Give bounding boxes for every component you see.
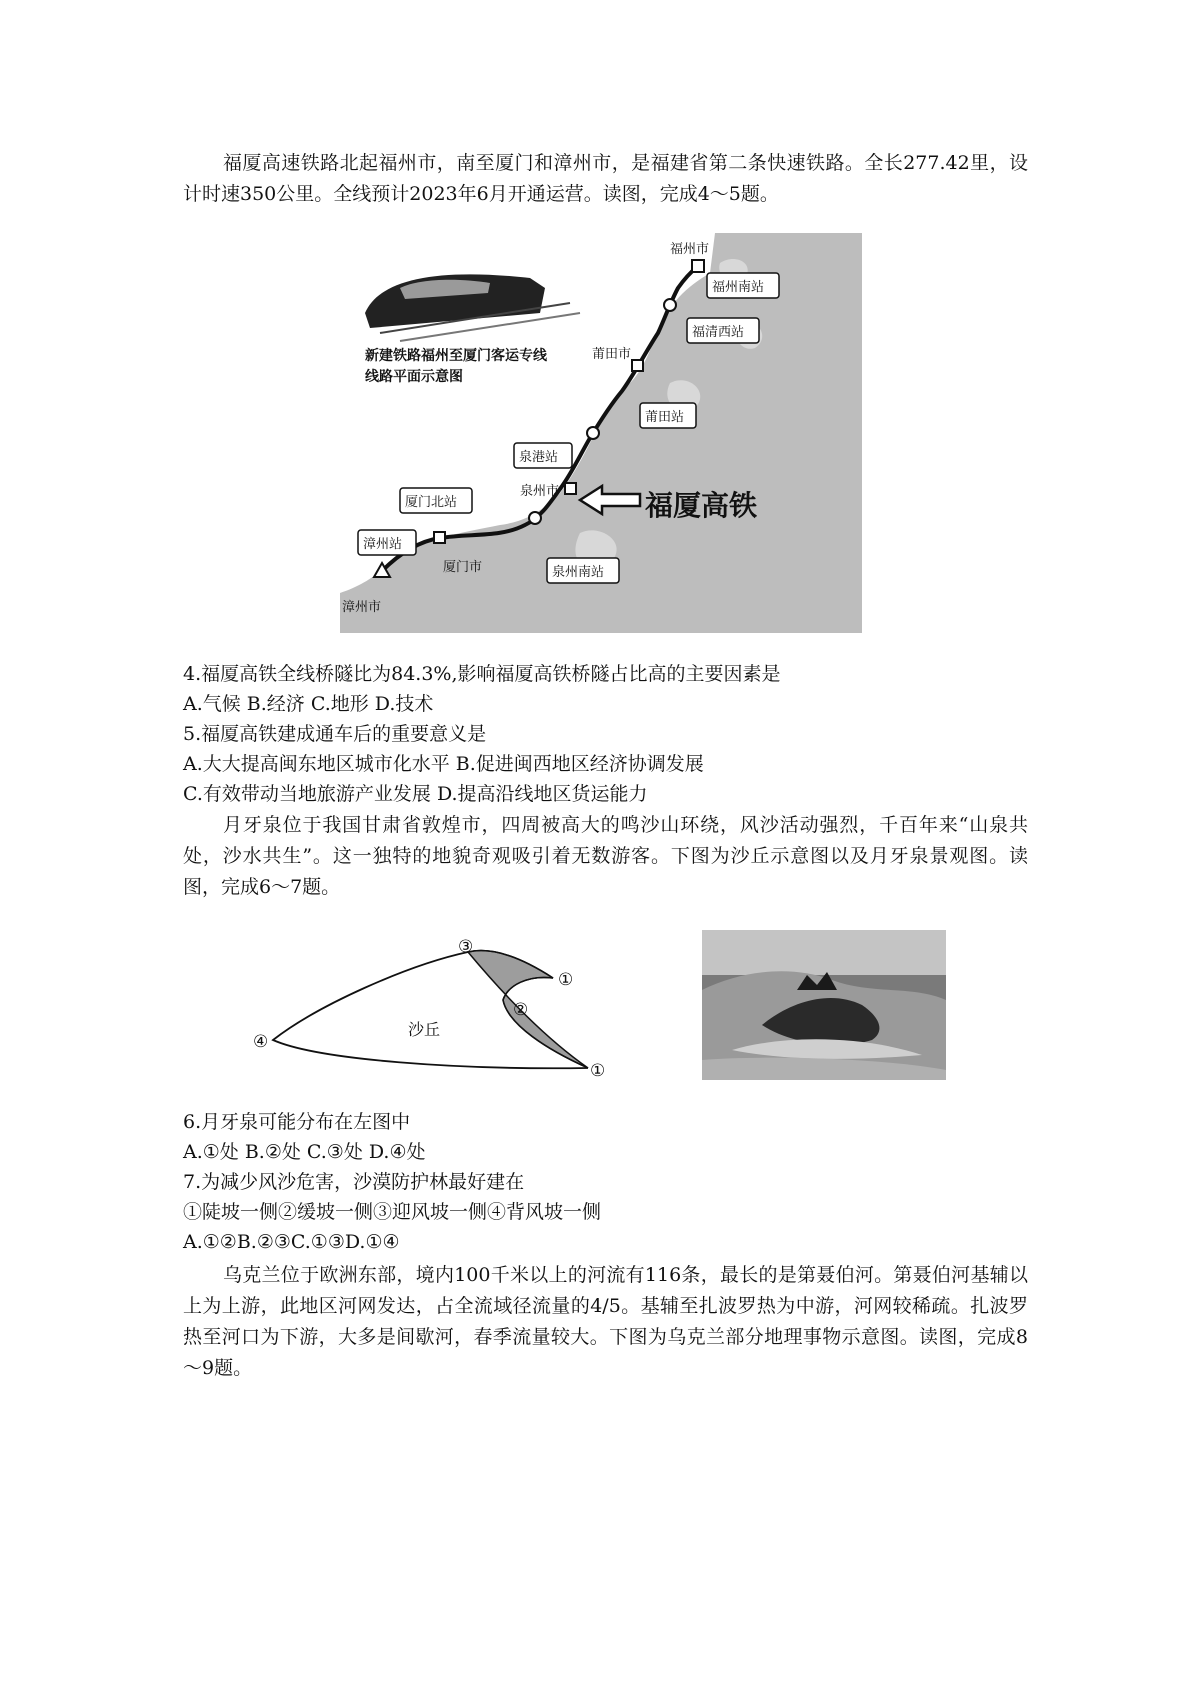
- marker-1-top: ①: [558, 970, 574, 990]
- q7-stem: 7.为减少风沙危害，沙漠防护林最好建在: [183, 1171, 525, 1193]
- quanzhou-marker: [565, 483, 576, 494]
- label-quanzhou-south: 泉州南站: [552, 565, 605, 580]
- label-zhangzhou-station: 漳州站: [363, 537, 403, 552]
- dune-label: 沙丘: [408, 1020, 441, 1039]
- label-quanzhou-city: 泉州市: [520, 484, 560, 499]
- q5-stem: 5.福厦高铁建成通车后的重要意义是: [183, 723, 487, 745]
- q4-stem: 4.福厦高铁全线桥隧比为84.3%,影响福厦高铁桥隧占比高的主要因素是: [183, 663, 781, 685]
- q7-options: A.①②B.②③C.①③D.①④: [183, 1231, 400, 1253]
- putian-marker: [632, 360, 643, 371]
- q5-options-1: A.大大提高闽东地区城市化水平 B.促进闽西地区经济协调发展: [183, 753, 704, 775]
- label-xiamen-north: 厦门北站: [405, 495, 458, 510]
- marker-4: ④: [253, 1032, 269, 1052]
- label-putian-city: 莆田市: [592, 347, 632, 362]
- quanzhou-south-marker: [529, 512, 541, 524]
- q4-options: A.气候 B.经济 C.地形 D.技术: [183, 693, 434, 715]
- label-fuqing-west: 福清西站: [692, 325, 745, 340]
- passage-crescent-spring: 月牙泉位于我国甘肃省敦煌市，四周被高大的鸣沙山环绕，风沙活动强烈，千百年来“山泉共处，沙水共生”。这一独特的地貌奇观吸引着无数游客。下图为沙丘示意图以及月牙泉景观图。读图，完成6～7题。: [183, 814, 1028, 898]
- passage-ukraine: 乌克兰位于欧洲东部，境内100千米以上的河流有116条，最长的是第聂伯河。第聂伯河基辅以上为上游，此地区河网发达，占全流域径流量的4/5。基辅至扎波罗热为中游，河网较稀疏。扎波罗热至河口为下游，大多是间歇河，春季流量较大。下图为乌克兰部分地理事物示意图。读图，完成8～9题。: [183, 1264, 1028, 1379]
- map-arrow-label: 福厦高铁: [645, 489, 758, 522]
- crescent-spring-photo: [702, 930, 946, 1080]
- q7-items: ①陡坡一侧②缓坡一侧③迎风坡一侧④背风坡一侧: [183, 1201, 602, 1223]
- xiamen-north-marker: [434, 532, 445, 543]
- dune-outline: [273, 952, 588, 1068]
- label-fuzhou-south: 福州南站: [712, 280, 765, 295]
- railway-map-figure: [340, 233, 862, 633]
- fuzhou-marker: [692, 260, 704, 272]
- marker-3: ③: [458, 937, 474, 957]
- passage-fuxia-railway: 福厦高速铁路北起福州市，南至厦门和漳州市，是福建省第二条快速铁路。全长277.42里，设计时速350公里。全线预计2023年6月开通运营。读图，完成4～5题。: [183, 152, 1028, 205]
- label-putian-station: 莆田站: [645, 410, 685, 425]
- marker-2: ②: [513, 1000, 529, 1020]
- label-quangang: 泉港站: [519, 450, 559, 465]
- q6-stem: 6.月牙泉可能分布在左图中: [183, 1111, 411, 1133]
- label-xiamen-city: 厦门市: [443, 560, 483, 575]
- dune-diagram: [253, 930, 658, 1090]
- quangang-marker: [587, 427, 599, 439]
- fuqing-marker: [664, 299, 676, 311]
- q6-options: A.①处 B.②处 C.③处 D.④处: [183, 1141, 426, 1163]
- map-caption-line2: 线路平面示意图: [365, 369, 463, 385]
- q5-options-2: C.有效带动当地旅游产业发展 D.提高沿线地区货运能力: [183, 783, 648, 805]
- label-fuzhou-city: 福州市: [670, 242, 710, 257]
- map-caption-line1: 新建铁路福州至厦门客运专线: [365, 348, 547, 364]
- marker-1-bottom: ①: [590, 1061, 606, 1081]
- label-zhangzhou-city: 漳州市: [342, 600, 382, 615]
